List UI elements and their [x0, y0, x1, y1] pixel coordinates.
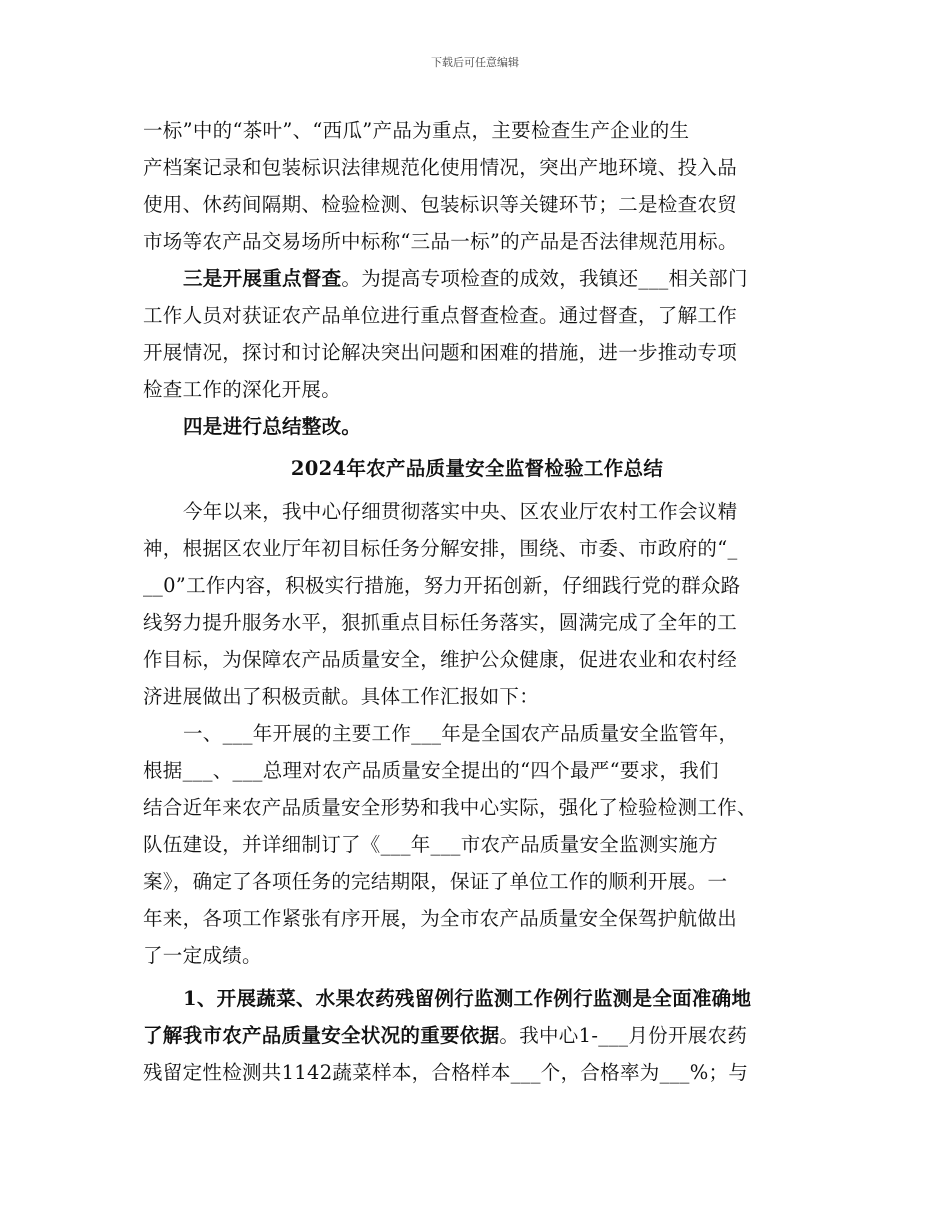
paragraph-lead-heading: 三是开展重点督查	[183, 267, 342, 290]
paragraph-summary-rectification: 四是进行总结整改。	[183, 415, 362, 438]
page-header-note: 下载后可任意编辑	[431, 56, 519, 69]
text-segment: 。为提高专项检查的成效，我镇还___相关部门	[341, 267, 748, 290]
text-line	[143, 260, 811, 297]
text-line: 一标”中的“茶叶”、“西瓜”产品为重点，主要检查生产企业的生	[143, 119, 690, 142]
text-line: 检查工作的深化开展。	[143, 378, 342, 401]
text-line: __0”工作内容，积极实行措施，努力开拓创新，仔细践行党的群众路	[143, 574, 741, 597]
document-title: 2024年农产品质量安全监督检验工作总结	[290, 457, 664, 480]
text-segment-bold: 了解我市农产品质量安全状况的重要依据	[143, 1024, 500, 1047]
paragraph-product-inspection	[143, 112, 811, 260]
text-line: 案》，确定了各项任务的完结期限，保证了单位工作的顺利开展。一	[143, 870, 728, 893]
text-line: 工作人员对获证农产品单位进行重点督查检查。通过督查，了解工作	[143, 304, 738, 327]
text-line: 济进展做出了积极贡献。具体工作汇报如下：	[143, 685, 540, 708]
text-line: 根据___、___总理对农产品质量安全提出的“四个最严“要求，我们	[143, 759, 719, 782]
text-line: 作目标，为保障农产品质量安全，维护公众健康，促进农业和农村经	[143, 648, 738, 671]
text-line: 市场等农产品交易场所中标称“三品一标”的产品是否法律规范用标。	[143, 230, 738, 253]
paragraph-pesticide-monitoring	[143, 980, 811, 1091]
paragraph-main-work	[143, 715, 811, 974]
text-segment: 。我中心1-___月份开展农药	[499, 1024, 748, 1047]
text-line: 残留定性检测共1142蔬菜样本，合格样本___个，合格率为___%；与	[143, 1061, 749, 1084]
text-line: 结合近年来农产品质量安全形势和我中心实际，强化了检验检测工作、	[143, 796, 757, 819]
paragraph-introduction	[143, 493, 811, 715]
paragraph-key-supervision	[143, 260, 811, 408]
text-line	[143, 1017, 811, 1054]
document-body	[143, 112, 811, 1091]
text-line: 了一定成绩。	[143, 944, 262, 967]
text-line: 队伍建设，并详细制订了《___年___市农产品质量安全监测实施方	[143, 833, 719, 856]
text-line: 1、开展蔬菜、水果农药残留例行监测工作例行监测是全面准确地	[183, 987, 752, 1010]
text-line: 今年以来，我中心仔细贯彻落实中央、区农业厅农村工作会议精	[183, 500, 738, 523]
text-line: 开展情况，探讨和讨论解决突出问题和困难的措施，进一步推动专项	[143, 341, 738, 364]
text-line: 一、___年开展的主要工作___年是全国农产品质量安全监管年，	[183, 722, 739, 745]
text-line: 神，根据区农业厅年初目标任务分解安排，围绕、市委、市政府的“_	[143, 537, 738, 560]
text-line: 线努力提升服务水平，狠抓重点目标任务落实，圆满完成了全年的工	[143, 611, 738, 634]
text-line: 产档案记录和包装标识法律规范化使用情况，突出产地环境、投入品	[143, 156, 738, 179]
text-line: 年来，各项工作紧张有序开展，为全市农产品质量安全保驾护航做出	[143, 907, 738, 930]
text-line: 使用、休药间隔期、检验检测、包装标识等关键环节；二是检查农贸	[143, 193, 738, 216]
